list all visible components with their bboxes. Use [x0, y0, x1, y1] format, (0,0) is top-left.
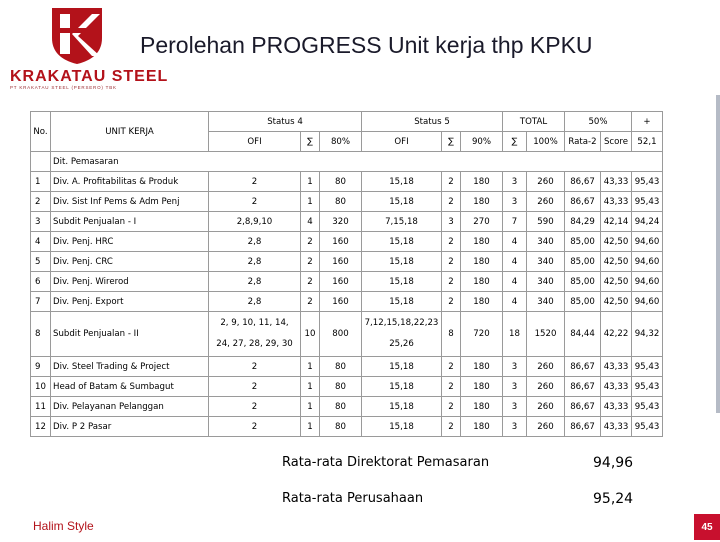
header-s4-ofi: OFI: [209, 132, 301, 152]
cell-no: 11: [31, 397, 51, 417]
cell-rata2: 84,44: [565, 312, 601, 357]
cell-total-100: 340: [527, 292, 565, 312]
brand-tagline: PT KRAKATAU STEEL (PERSERO) TBK: [10, 85, 117, 90]
side-accent-bar: [716, 95, 720, 413]
cell-unit: Subdit Penjualan - II: [51, 312, 209, 357]
cell-unit: Div. Pelayanan Pelanggan: [51, 397, 209, 417]
cell-final: 94,60: [632, 292, 663, 312]
cell-s4-ofi: 2: [209, 377, 301, 397]
cell-unit: Div. P 2 Pasar: [51, 417, 209, 437]
cell-total-100: 260: [527, 397, 565, 417]
cell-rata2: 86,67: [565, 357, 601, 377]
krakatau-logo-icon: [48, 4, 106, 66]
cell-rata2: 85,00: [565, 252, 601, 272]
header-s5-sigma: ∑: [442, 132, 461, 152]
header-no: No.: [31, 112, 51, 152]
header-100pct: 100%: [527, 132, 565, 152]
cell-s5-90: 180: [461, 232, 503, 252]
cell-score: 42,50: [601, 252, 632, 272]
cell-unit: Div. A. Profitabilitas & Produk: [51, 172, 209, 192]
cell-final: 94,60: [632, 232, 663, 252]
cell-s5-sum: 2: [442, 172, 461, 192]
cell-s5-ofi: 15,18: [362, 252, 442, 272]
cell-unit: Div. Steel Trading & Project: [51, 357, 209, 377]
table-row: [31, 357, 663, 377]
cell-score: 42,50: [601, 232, 632, 252]
cell-no: 3: [31, 212, 51, 232]
cell-final: 95,43: [632, 397, 663, 417]
cell-s4-sum: 1: [301, 417, 320, 437]
header-status-5: Status 5: [362, 112, 503, 132]
page-number-badge: 45: [694, 514, 720, 540]
cell-s4-ofi: 2: [209, 417, 301, 437]
cell-s4-sum: 4: [301, 212, 320, 232]
cell-total-100: 1520: [527, 312, 565, 357]
cell-s4-sum: 2: [301, 272, 320, 292]
cell-final: 94,60: [632, 272, 663, 292]
cell-s4-ofi: 2: [209, 397, 301, 417]
cell-s5-ofi: 15,18: [362, 292, 442, 312]
cell-s5-ofi: 15,18: [362, 172, 442, 192]
cell-s4-80: 800: [320, 312, 362, 357]
cell-rata2: 85,00: [565, 232, 601, 252]
cell-unit: Div. Penj. Wirerod: [51, 272, 209, 292]
cell-s4-ofi-line2: 24, 27, 28, 29, 30: [216, 339, 293, 349]
cell-no: 12: [31, 417, 51, 437]
cell-unit: Div. Sist Inf Pems & Adm Penj: [51, 192, 209, 212]
cell-s5-ofi: 15,18: [362, 192, 442, 212]
cell-total-100: 340: [527, 232, 565, 252]
section-spacer: [31, 152, 51, 172]
cell-total-sum: 3: [503, 397, 527, 417]
table-row: [31, 272, 663, 292]
cell-s4-80: 80: [320, 417, 362, 437]
cell-total-sum: 18: [503, 312, 527, 357]
footer-author: Halim Style: [33, 519, 94, 533]
cell-final: 95,43: [632, 357, 663, 377]
header-80pct: 80%: [320, 132, 362, 152]
cell-s5-90: 180: [461, 272, 503, 292]
cell-s4-ofi: 2: [209, 172, 301, 192]
cell-score: 43,33: [601, 172, 632, 192]
cell-unit: Div. Penj. CRC: [51, 252, 209, 272]
brand-name: KRAKATAU STEEL: [10, 68, 169, 85]
cell-total-sum: 3: [503, 172, 527, 192]
cell-total-100: 260: [527, 192, 565, 212]
cell-unit: Div. Penj. Export: [51, 292, 209, 312]
header-plus: +: [632, 112, 663, 132]
cell-final: 94,32: [632, 312, 663, 357]
cell-rata2: 86,67: [565, 377, 601, 397]
cell-s4-sum: 1: [301, 397, 320, 417]
cell-s5-90: 180: [461, 192, 503, 212]
cell-total-sum: 4: [503, 272, 527, 292]
cell-s5-sum: 2: [442, 192, 461, 212]
cell-s5-ofi-line2: 25,26: [389, 339, 414, 349]
cell-s4-sum: 1: [301, 357, 320, 377]
table-row: [31, 192, 663, 212]
cell-s5-ofi: 15,18: [362, 272, 442, 292]
cell-total-100: 260: [527, 417, 565, 437]
cell-s5-90: 180: [461, 292, 503, 312]
header-total: TOTAL: [503, 112, 565, 132]
cell-no: 7: [31, 292, 51, 312]
header-90pct: 90%: [461, 132, 503, 152]
cell-score: 42,14: [601, 212, 632, 232]
cell-s4-80: 80: [320, 192, 362, 212]
header-rata2: Rata-2: [565, 132, 601, 152]
cell-total-sum: 3: [503, 357, 527, 377]
cell-score: 42,50: [601, 272, 632, 292]
cell-s4-80: 80: [320, 377, 362, 397]
header-total-sigma: ∑: [503, 132, 527, 152]
cell-s5-sum: 2: [442, 272, 461, 292]
cell-s4-ofi: 2: [209, 192, 301, 212]
cell-score: 42,22: [601, 312, 632, 357]
cell-s5-ofi: [362, 312, 442, 357]
table-row: [31, 292, 663, 312]
header-50pct: 50%: [565, 112, 632, 132]
cell-s5-sum: 3: [442, 212, 461, 232]
header-s5-ofi: OFI: [362, 132, 442, 152]
cell-s4-sum: 1: [301, 192, 320, 212]
header-score: Score: [601, 132, 632, 152]
cell-s4-sum: 2: [301, 292, 320, 312]
cell-final: 95,43: [632, 192, 663, 212]
cell-no: 1: [31, 172, 51, 192]
cell-s5-sum: 2: [442, 232, 461, 252]
cell-s4-80: 80: [320, 357, 362, 377]
table-body: [31, 172, 663, 437]
summary-directorate-value: 94,96: [593, 455, 634, 471]
cell-s4-ofi-line1: 2, 9, 10, 11, 14,: [220, 318, 289, 328]
cell-rata2: 85,00: [565, 292, 601, 312]
cell-no: 4: [31, 232, 51, 252]
cell-s4-80: 160: [320, 232, 362, 252]
cell-no: 5: [31, 252, 51, 272]
cell-s4-ofi: 2,8: [209, 252, 301, 272]
cell-s5-90: 180: [461, 172, 503, 192]
cell-s4-ofi: 2,8: [209, 272, 301, 292]
table-row: [31, 312, 663, 357]
cell-s5-90: 180: [461, 252, 503, 272]
cell-total-sum: 3: [503, 377, 527, 397]
cell-final: 94,60: [632, 252, 663, 272]
table-row: [31, 172, 663, 192]
cell-s4-ofi: 2: [209, 357, 301, 377]
cell-score: 43,33: [601, 192, 632, 212]
cell-s4-ofi: [209, 312, 301, 357]
table-row: [31, 417, 663, 437]
cell-s4-ofi: 2,8: [209, 232, 301, 252]
section-title: Dit. Pemasaran: [51, 152, 663, 172]
table-row: [31, 212, 663, 232]
cell-no: 2: [31, 192, 51, 212]
cell-unit: Subdit Penjualan - I: [51, 212, 209, 232]
cell-score: 43,33: [601, 357, 632, 377]
summary-company-value: 95,24: [593, 491, 634, 507]
cell-s4-80: 160: [320, 272, 362, 292]
table-row: [31, 397, 663, 417]
cell-final: 95,43: [632, 377, 663, 397]
cell-total-100: 340: [527, 252, 565, 272]
cell-s5-90: 180: [461, 417, 503, 437]
cell-s4-80: 80: [320, 397, 362, 417]
cell-s5-sum: 2: [442, 292, 461, 312]
cell-no: 8: [31, 312, 51, 357]
table-row: [31, 377, 663, 397]
cell-s5-sum: 2: [442, 397, 461, 417]
header-s4-sigma: ∑: [301, 132, 320, 152]
cell-total-100: 260: [527, 377, 565, 397]
cell-s5-ofi: 15,18: [362, 377, 442, 397]
cell-s4-ofi: 2,8: [209, 292, 301, 312]
cell-s4-sum: 1: [301, 172, 320, 192]
cell-unit: Div. Penj. HRC: [51, 232, 209, 252]
cell-final: 95,43: [632, 417, 663, 437]
cell-total-sum: 3: [503, 417, 527, 437]
summary-company-label: Rata-rata Perusahaan: [282, 491, 424, 506]
cell-s5-90: 180: [461, 397, 503, 417]
cell-no: 10: [31, 377, 51, 397]
cell-score: 43,33: [601, 377, 632, 397]
cell-s4-ofi: 2,8,9,10: [209, 212, 301, 232]
cell-s5-sum: 2: [442, 357, 461, 377]
cell-s4-80: 80: [320, 172, 362, 192]
cell-s5-ofi: 15,18: [362, 357, 442, 377]
cell-s4-sum: 1: [301, 377, 320, 397]
cell-total-sum: 4: [503, 292, 527, 312]
cell-s5-90: 180: [461, 357, 503, 377]
cell-s4-sum: 2: [301, 252, 320, 272]
cell-final: 95,43: [632, 172, 663, 192]
cell-unit: Head of Batam & Sumbagut: [51, 377, 209, 397]
cell-total-100: 260: [527, 172, 565, 192]
cell-rata2: 86,67: [565, 397, 601, 417]
cell-s5-ofi: 7,15,18: [362, 212, 442, 232]
header-score-value: 52,1: [632, 132, 663, 152]
progress-table: [30, 111, 663, 437]
header-status-4: Status 4: [209, 112, 362, 132]
cell-score: 43,33: [601, 417, 632, 437]
cell-rata2: 86,67: [565, 417, 601, 437]
cell-s5-ofi: 15,18: [362, 232, 442, 252]
cell-final: 94,24: [632, 212, 663, 232]
cell-s5-90: 180: [461, 377, 503, 397]
cell-s5-90: 270: [461, 212, 503, 232]
page-title: Perolehan PROGRESS Unit kerja thp KPKU: [140, 32, 593, 58]
cell-s5-sum: 2: [442, 417, 461, 437]
cell-s5-sum: 2: [442, 377, 461, 397]
cell-s4-80: 160: [320, 252, 362, 272]
summary-directorate-label: Rata-rata Direktorat Pemasaran: [282, 455, 490, 470]
table-row: [31, 232, 663, 252]
cell-score: 43,33: [601, 397, 632, 417]
cell-total-sum: 4: [503, 232, 527, 252]
cell-s5-ofi: 15,18: [362, 417, 442, 437]
cell-rata2: 84,29: [565, 212, 601, 232]
cell-total-100: 260: [527, 357, 565, 377]
table-row: [31, 252, 663, 272]
cell-s5-sum: 8: [442, 312, 461, 357]
cell-s4-sum: 10: [301, 312, 320, 357]
cell-no: 9: [31, 357, 51, 377]
header-unit-kerja: UNIT KERJA: [51, 112, 209, 152]
cell-total-sum: 3: [503, 192, 527, 212]
cell-rata2: 86,67: [565, 172, 601, 192]
cell-score: 42,50: [601, 292, 632, 312]
cell-total-100: 340: [527, 272, 565, 292]
cell-total-sum: 4: [503, 252, 527, 272]
cell-rata2: 86,67: [565, 192, 601, 212]
cell-total-sum: 7: [503, 212, 527, 232]
cell-s5-ofi: 15,18: [362, 397, 442, 417]
cell-no: 6: [31, 272, 51, 292]
cell-total-100: 590: [527, 212, 565, 232]
cell-s4-80: 160: [320, 292, 362, 312]
cell-s4-sum: 2: [301, 232, 320, 252]
cell-s4-80: 320: [320, 212, 362, 232]
cell-s5-90: 720: [461, 312, 503, 357]
cell-rata2: 85,00: [565, 272, 601, 292]
cell-s5-sum: 2: [442, 252, 461, 272]
cell-s5-ofi-line1: 7,12,15,18,22,23: [364, 318, 439, 328]
